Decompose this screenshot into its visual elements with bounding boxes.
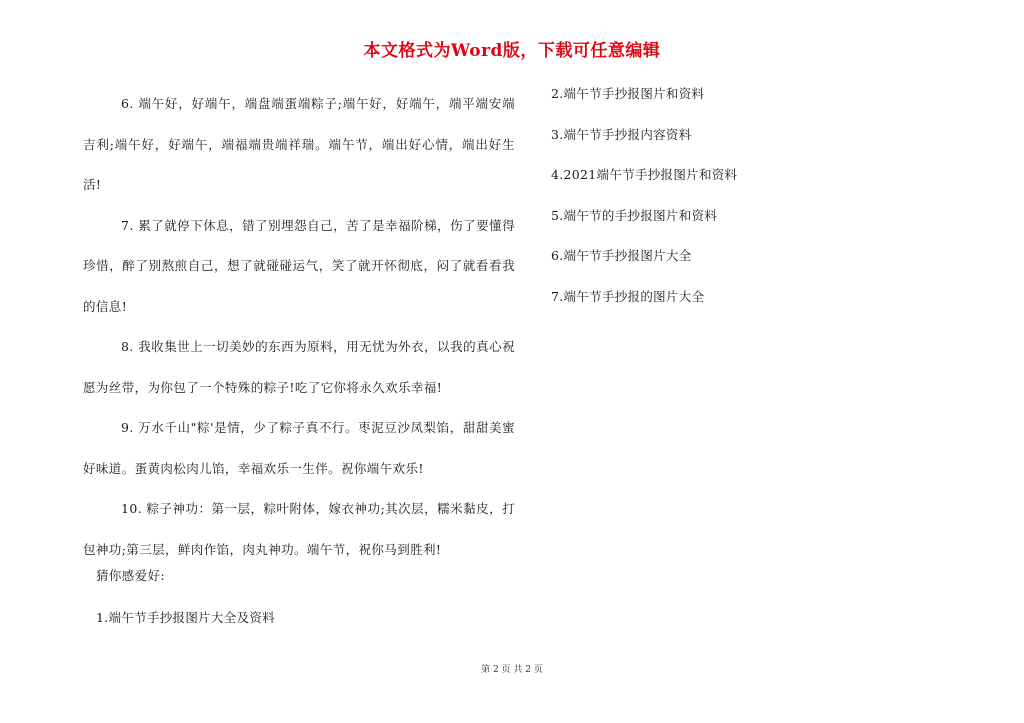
wish-paragraph-10: 10. 粽子神功：第一层，粽叶附体，嫁衣神功;其次层，糯米黏皮，打包神功;第三层，鲜肉作馅，肉丸神功。端午节，祝你马到胜利!: [83, 501, 515, 557]
related-links-column: [551, 84, 851, 327]
related-link-1[interactable]: 1.端午节手抄报图片大全及资料: [96, 610, 275, 625]
page-banner: 本文格式为Word版，下载可任意编辑: [363, 41, 661, 61]
related-link-4[interactable]: 4.2021端午节手抄报图片和资料: [551, 167, 738, 182]
related-heading: 猜你感爱好:: [96, 568, 166, 583]
related-link-6[interactable]: 6.端午节手抄报图片大全: [551, 248, 692, 263]
main-text-column: [83, 84, 515, 570]
wish-paragraph-7: 7. 累了就停下休息，错了别埋怨自己，苦了是幸福阶梯，伤了要懂得珍惜，醉了别熬煎自己，想了就碰碰运气，笑了就开怀彻底，闷了就看看我的信息!: [83, 217, 515, 314]
related-link-3[interactable]: 3.端午节手抄报内容资料: [551, 126, 692, 142]
related-link-7[interactable]: 7.端午节手抄报的图片大全: [551, 288, 705, 304]
related-link-2[interactable]: 2.端午节手抄报图片和资料: [551, 86, 705, 101]
wish-paragraph-9: 9. 万水千山"粽'是情，少了粽子真不行。枣泥豆沙凤梨馅，甜甜美蜜好味道。蛋黄肉松肉儿馅，幸福欢乐一生伴。祝你端午欢乐!: [83, 420, 515, 476]
related-link-5[interactable]: 5.端午节的手抄报图片和资料: [551, 207, 718, 223]
wish-paragraph-6: 6. 端午好，好端午，端盘端蛋端粽子;端午好，好端午，端平端安端吉利;端午好，好端午，端福端贵端祥瑞。端午节，端出好心情，端出好生活!: [83, 96, 515, 192]
page-number: 第 2 页 共 2 页: [481, 665, 543, 675]
wish-paragraph-8: 8. 我收集世上一切美妙的东西为原料，用无忧为外衣，以我的真心祝愿为丝带，为你包了一个特殊的粽子!吃了它你将永久欢乐幸福!: [83, 339, 515, 395]
